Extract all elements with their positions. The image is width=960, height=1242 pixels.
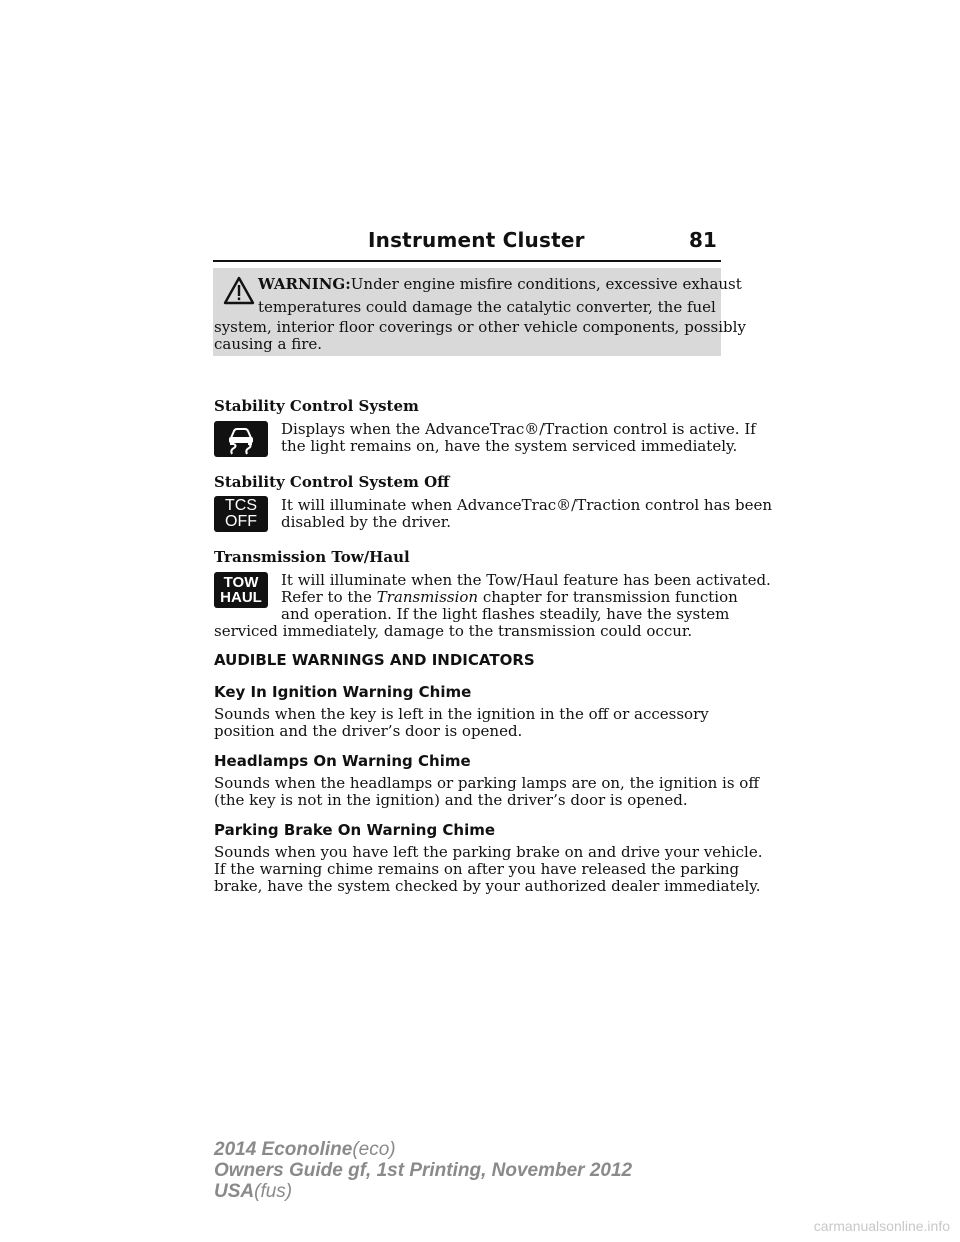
warning-line-4: causing a fire. <box>214 335 323 353</box>
site-watermark: carmanualsonline.info <box>813 1218 950 1234</box>
parking-chime-text-2: If the warning chime remains on after you have released the parking <box>214 860 740 878</box>
warning-line-3: system, interior floor coverings or other vehicle components, possibly <box>214 318 746 336</box>
stability-off-text-2: disabled by the driver. <box>281 513 452 531</box>
footer-line-3: USA(fus) <box>214 1181 293 1202</box>
warning-label: WARNING: <box>258 275 351 293</box>
footer-line-1: 2014 Econoline(eco) <box>214 1139 396 1160</box>
stability-text-1: Displays when the AdvanceTrac®/Traction control is active. If <box>281 420 756 438</box>
stability-off-text-1: It will illuminate when AdvanceTrac®/Traction control has been <box>281 496 773 514</box>
headlamps-chime-text-2: (the key is not in the ignition) and the driver’s door is opened. <box>214 791 688 809</box>
tow-haul-icon-line-1: TOW <box>223 574 259 591</box>
warning-line-1: WARNING:Under engine misfire conditions, excessive exhaust <box>258 275 742 293</box>
stability-text-2: the light remains on, have the system serviced immediately. <box>281 437 738 455</box>
tow-haul-text-1: It will illuminate when the Tow/Haul feature has been activated. <box>281 571 771 589</box>
tcs-off-indicator <box>214 496 268 532</box>
footer-line-2: Owners Guide gf, 1st Printing, November 2012 <box>214 1160 633 1181</box>
parking-chime-text-3: brake, have the system checked by your authorized dealer immediately. <box>214 877 761 895</box>
parking-chime-heading: Parking Brake On Warning Chime <box>214 821 496 839</box>
tow-haul-heading: Transmission Tow/Haul <box>214 548 410 566</box>
warning-box <box>213 268 746 356</box>
tow-haul-icon-line-2: HAUL <box>220 589 262 606</box>
page-title: Instrument Cluster <box>368 228 585 252</box>
stability-off-heading: Stability Control System Off <box>214 473 450 491</box>
key-chime-text-2: position and the driver’s door is opened. <box>214 722 523 740</box>
key-chime-heading: Key In Ignition Warning Chime <box>214 683 472 701</box>
header-divider <box>213 260 721 262</box>
key-chime-text-1: Sounds when the key is left in the ignition in the off or accessory <box>214 705 709 723</box>
tcs-off-icon-line-2: OFF <box>225 513 257 530</box>
tow-haul-text-4: serviced immediately, damage to the transmission could occur. <box>214 622 693 640</box>
tow-haul-indicator <box>214 572 268 608</box>
headlamps-chime-heading: Headlamps On Warning Chime <box>214 752 471 770</box>
stability-heading: Stability Control System <box>214 397 419 415</box>
page-number: 81 <box>689 228 717 252</box>
warning-triangle-icon <box>223 276 255 306</box>
stability-indicator <box>214 421 268 457</box>
warning-line-2: temperatures could damage the catalytic converter, the fuel <box>258 298 716 316</box>
tow-haul-text-3: and operation. If the light flashes steadily, have the system <box>281 605 730 623</box>
parking-chime-text-1: Sounds when you have left the parking brake on and drive your vehicle. <box>214 843 763 861</box>
stability-control-icon <box>214 421 268 457</box>
tcs-off-icon-line-1: TCS <box>225 497 257 514</box>
audible-warnings-heading: AUDIBLE WARNINGS AND INDICATORS <box>214 651 535 669</box>
transmission-chapter-ref: Transmission <box>376 588 479 606</box>
headlamps-chime-text-1: Sounds when the headlamps or parking lamps are on, the ignition is off <box>214 774 759 792</box>
tow-haul-text-2: Refer to the Transmission chapter for transmission function <box>281 588 738 606</box>
